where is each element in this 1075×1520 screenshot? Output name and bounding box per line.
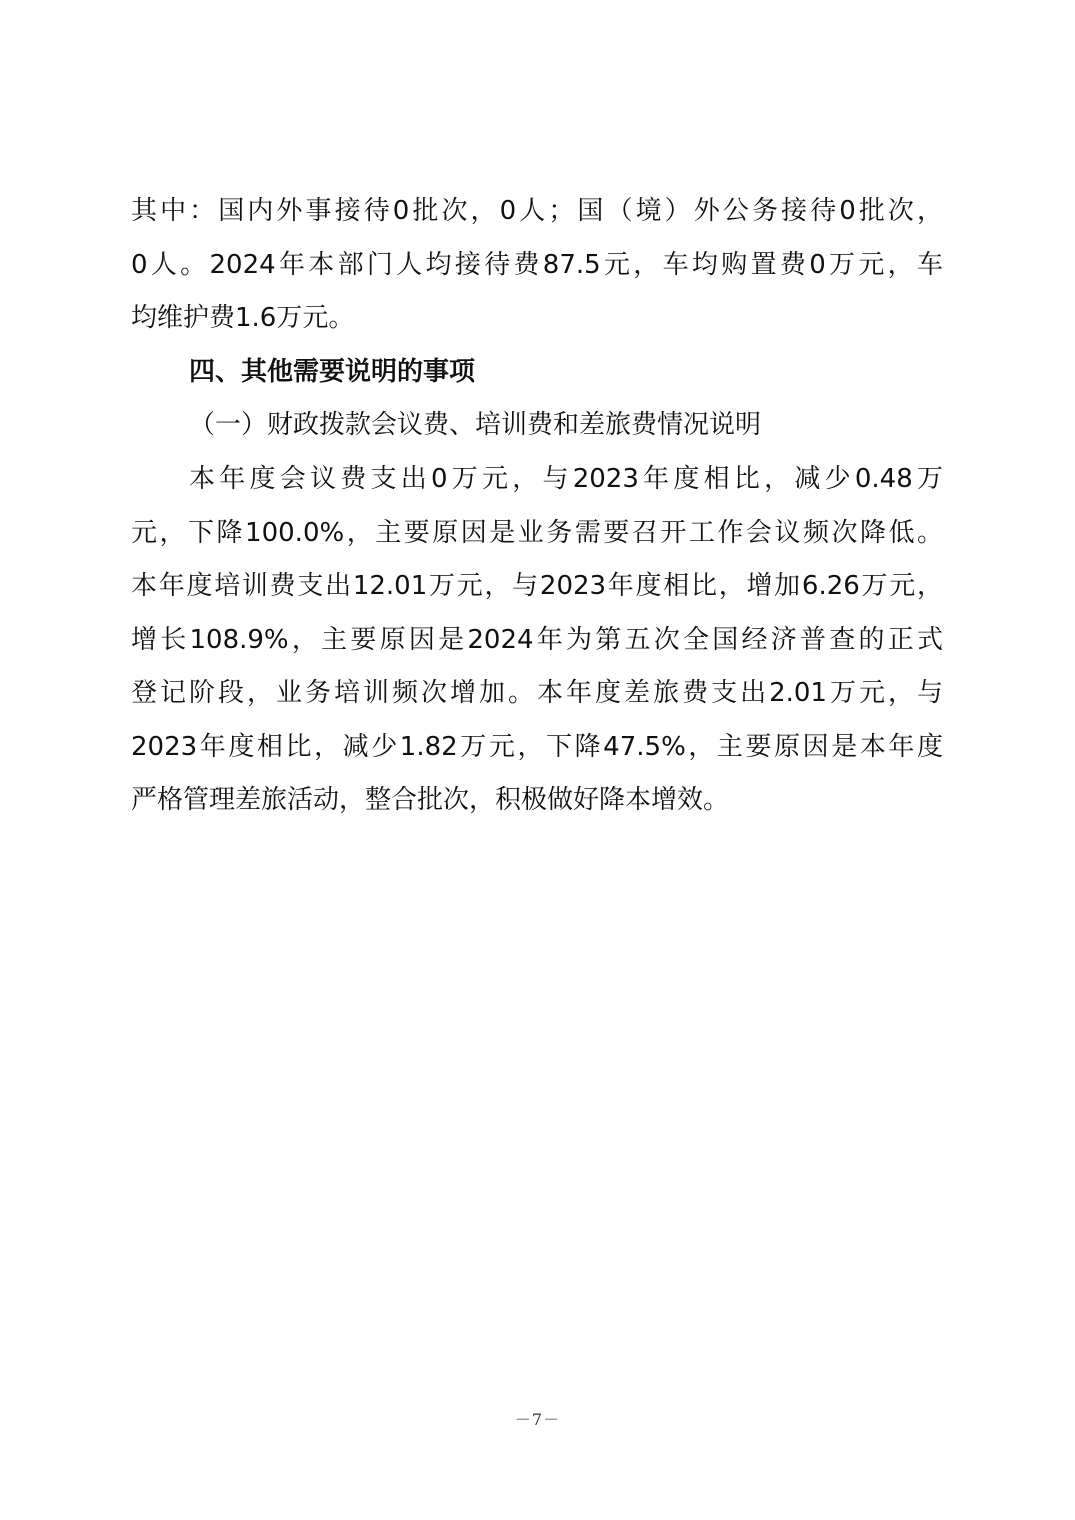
section-heading: 四、其他需要说明的事项: [189, 357, 476, 387]
paragraph-reception-expenses: [131, 185, 943, 346]
subsection-heading: （一）财政拨款会议费、培训费和差旅费情况说明: [189, 410, 762, 440]
section-heading-block: [131, 346, 943, 400]
subsection-heading-block: [131, 399, 943, 453]
paragraph-line: 本年度培训费支出12.01万元，与2023年度相比，增加6.26万元，: [131, 571, 943, 601]
paragraph-line: 本年度会议费支出0万元，与2023年度相比，减少0.48万: [189, 464, 943, 494]
page-number: －7－: [514, 1410, 561, 1429]
paragraph-line: 其中：国内外事接待0批次，0人；国（境）外公务接待0批次，: [131, 196, 943, 226]
paragraph-line: 0人。2024年本部门人均接待费87.5元，车均购置费0万元，车: [131, 249, 943, 280]
paragraph-line: 严格管理差旅活动，整合批次，积极做好降本增效。: [131, 785, 730, 815]
paragraph-meeting-training-travel: [131, 453, 943, 828]
paragraph-line: 均维护费1.6万元。: [131, 303, 355, 333]
paragraph-line: 增长108.9%，主要原因是2024年为第五次全国经济普查的正式: [131, 624, 943, 655]
paragraph-line: 登记阶段，业务培训频次增加。本年度差旅费支出2.01万元，与: [131, 678, 943, 708]
paragraph-line: 元，下降100.0%，主要原因是业务需要召开工作会议频次降低。: [131, 517, 943, 548]
paragraph-line: 2023年度相比，减少1.82万元，下降47.5%，主要原因是本年度: [131, 731, 943, 762]
